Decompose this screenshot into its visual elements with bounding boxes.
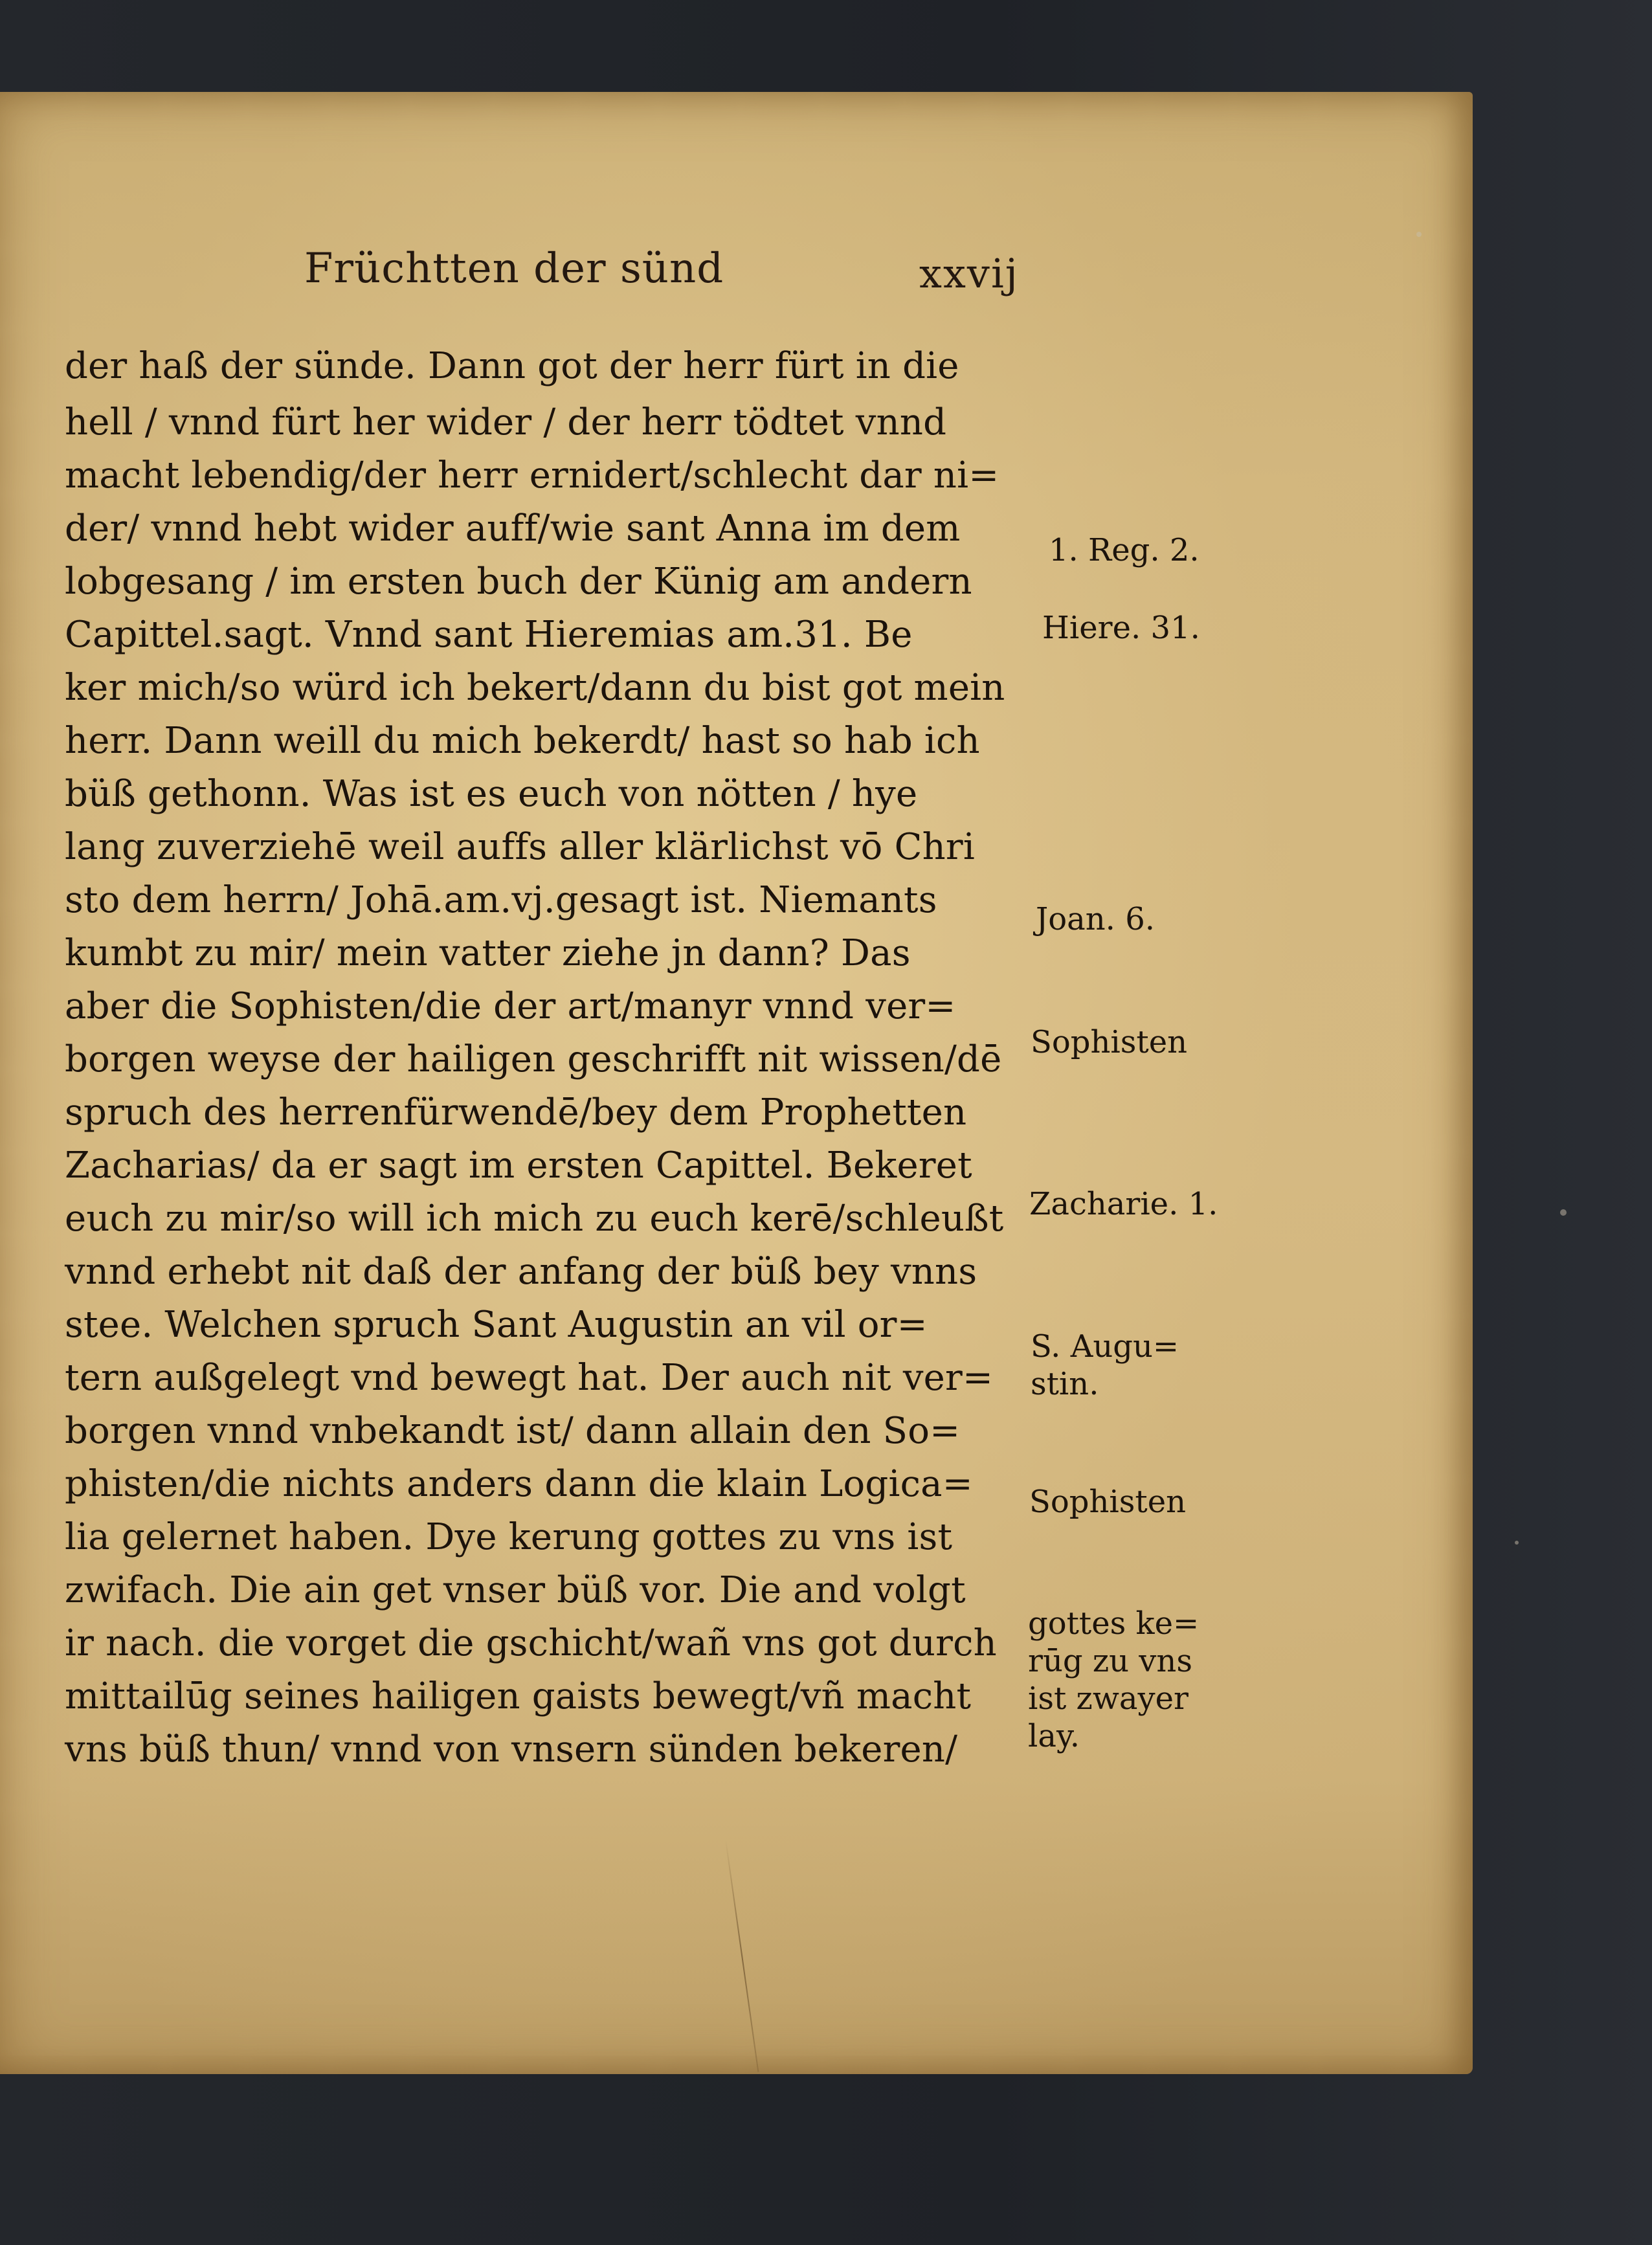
text-line: der/ vnnd hebt wider auff/wie sant Anna im dem xyxy=(65,508,961,550)
text-line: ir nach. die vorget die gschicht/wañ vns got durch xyxy=(65,1622,997,1664)
text-line: Capittel.sagt. Vnnd sant Hieremias am.31. Be xyxy=(65,614,913,656)
text-line: borgen vnnd vnbekandt ist/ dann allain den So= xyxy=(65,1410,961,1452)
margin-note-sophisten-2: Sophisten xyxy=(1029,1484,1187,1520)
text-line: mittailūg seines hailigen gaists bewegt/vñ macht xyxy=(65,1675,972,1717)
text-line: macht lebendig/der herr ernidert/schlecht dar ni= xyxy=(65,454,999,497)
text-line: borgen weyse der hailigen geschrifft nit wissen/dē xyxy=(65,1038,1002,1080)
text-line: der haß der sünde. Dann got der herr fürt in die xyxy=(65,345,959,387)
running-title: Früchtten der sünd xyxy=(304,245,724,293)
text-line: zwifach. Die ain get vnser büß vor. Die and volgt xyxy=(65,1569,966,1611)
body-text xyxy=(65,337,1023,1776)
text-line: herr. Dann weill du mich bekerdt/ hast so hab ich xyxy=(65,720,980,762)
text-line: lobgesang / im ersten buch der Künig am andern xyxy=(65,561,972,603)
margin-note-joan: Joan. 6. xyxy=(1036,901,1155,937)
margin-note-augustin-cont: stin. xyxy=(1031,1366,1099,1402)
text-line: euch zu mir/so will ich mich zu euch kerē/schleußt xyxy=(65,1198,1004,1240)
dust-speck xyxy=(1515,1541,1519,1545)
dust-speck xyxy=(1416,232,1422,237)
text-line: hell / vnnd fürt her wider / der herr tödtet vnnd xyxy=(65,401,947,443)
text-line: tern außgelegt vnd bewegt hat. Der auch nit ver= xyxy=(65,1357,994,1399)
text-line: büß gethonn. Was ist es euch von nötten / hye xyxy=(65,773,918,815)
margin-note-kerung: rūg zu vns xyxy=(1028,1643,1192,1679)
text-line: kumbt zu mir/ mein vatter ziehe jn dann? Das xyxy=(65,932,911,974)
text-line: phisten/die nichts anders dann die klain Logica= xyxy=(65,1463,973,1505)
margin-note-hiere: Hiere. 31. xyxy=(1042,610,1200,646)
text-line: vnnd erhebt nit daß der anfang der büß bey vnns xyxy=(65,1251,977,1293)
text-line: lia gelernet haben. Dye kerung gottes zu vns ist xyxy=(65,1516,953,1558)
dust-speck xyxy=(1560,1209,1567,1216)
text-line: lang zuverziehē weil auffs aller klärlichst vō Chri xyxy=(65,826,975,868)
text-line: sto dem herrn/ Johā.am.vj.gesagt ist. Niemants xyxy=(65,879,937,921)
text-line: Zacharias/ da er sagt im ersten Capittel. Bekeret xyxy=(65,1145,972,1187)
page-header xyxy=(0,245,1473,322)
text-line: aber die Sophisten/die der art/manyr vnnd ver= xyxy=(65,985,956,1027)
folio-number: xxvij xyxy=(919,250,1020,297)
margin-note-zacharie: Zacharie. 1. xyxy=(1029,1186,1218,1222)
text-line: stee. Welchen spruch Sant Augustin an vil or= xyxy=(65,1304,928,1346)
text-line: vns büß thun/ vnnd von vnsern sünden bekeren/ xyxy=(65,1728,958,1770)
text-line: ker mich/so würd ich bekert/dann du bist got mein xyxy=(65,667,1005,709)
margin-note-lay: lay. xyxy=(1028,1718,1080,1754)
margin-note-reg: 1. Reg. 2. xyxy=(1049,532,1200,568)
text-line: spruch des herrenfürwendē/bey dem Prophetten xyxy=(65,1091,967,1134)
margin-note-augustin: S. Augu= xyxy=(1031,1328,1179,1365)
margin-note-gottes: gottes ke= xyxy=(1028,1605,1200,1642)
margin-note-sophisten: Sophisten xyxy=(1031,1024,1188,1060)
margin-note-zwayer: ist zwayer xyxy=(1028,1681,1189,1717)
book-page xyxy=(0,92,1473,2074)
